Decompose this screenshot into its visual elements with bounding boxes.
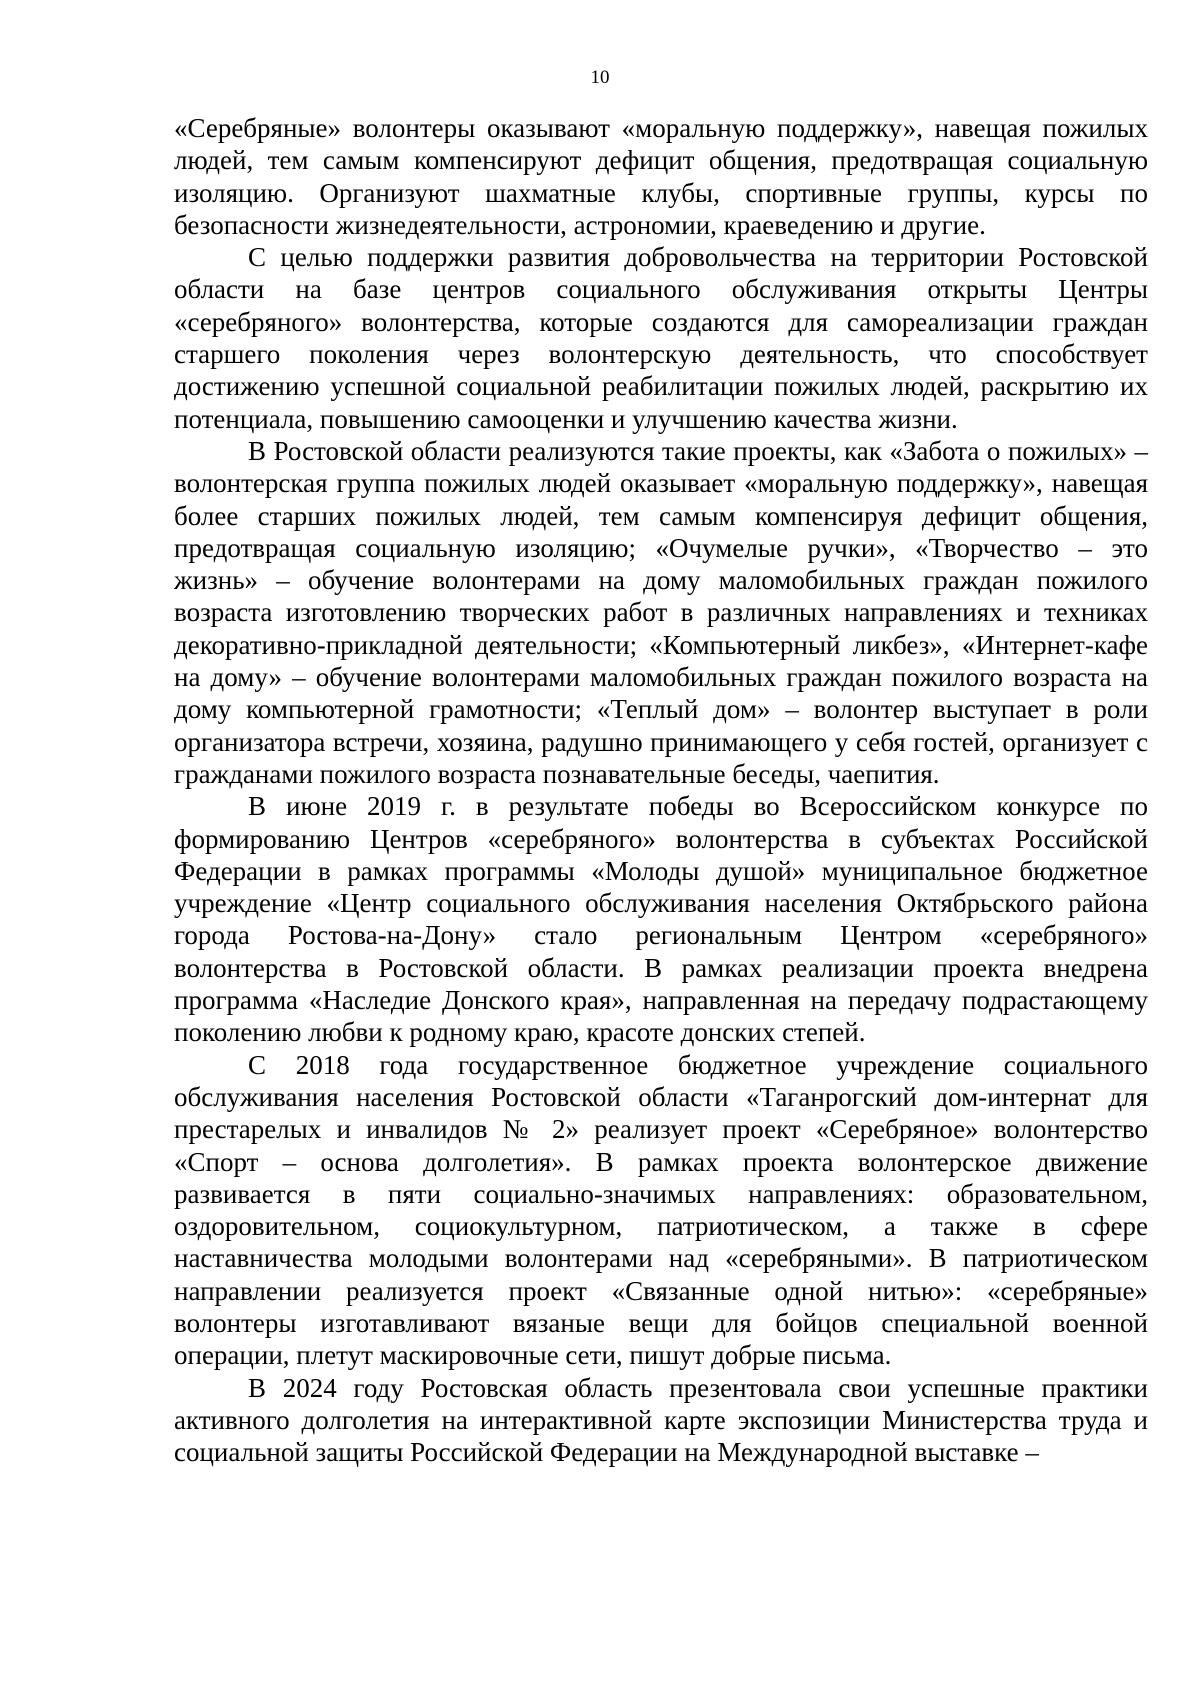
- paragraph-2024-exhibition: В 2024 году Ростовская область презентовала свои успешные практики активного долголетия на интерактивной карте экспозиции Министерства труда и социальной защиты Российской Федерации на Международной выставке –: [174, 1372, 1148, 1468]
- paragraph-silver-volunteers-support: «Серебряные» волонтеры оказывают «моральную поддержку», навещая пожилых людей, тем самым компенсируют дефицит общения, предотвращая социальную изоляцию. Организуют шахматные клубы, спортивные группы, курсы по безопасности жизнедеятельности, астрономии, краеведению и другие.: [174, 113, 1148, 240]
- paragraph-2019-competition: В июне 2019 г. в результате победы во Всероссийском конкурсе по формированию Центров «серебряного» волонтерства в субъектах Российской Федерации в рамках программы «Молоды душой» муниципальное бюджетное учреждение «Центр социального обслуживания населения Октябрьского района города Ростова-на-Дону» стало региональным Центром «серебряного» волонтерства в Ростовской области. В рамках реализации проекта внедрена программа «Наследие Донского края», направленная на передачу подрастающему поколению любви к родному краю, красоте донских степей.: [174, 791, 1148, 1048]
- paragraph-volunteer-centers: С целью поддержки развития добровольчества на территории Ростовской области на базе центров социального обслуживания открыты Центры «серебряного» волонтерства, которые создаются для самореализации граждан старшего поколения через волонтерскую деятельность, что способствует достижению успешной социальной реабилитации пожилых людей, раскрытию их потенциала, повышению самооценки и улучшению качества жизни.: [174, 242, 1148, 434]
- paragraph-taganrog-project: С 2018 года государственное бюджетное учреждение социального обслуживания населения Ростовской области «Таганрогский дом-интернат для престарелых и инвалидов № 2» реализует проект «Серебряное» волонтерство «Спорт – основа долголетия». В рамках проекта волонтерское движение развивается в пяти социально-значимых направлениях: образовательном, оздоровительном, социокультурном, патриотическом, а также в сфере наставничества молодыми волонтерами над «серебряными». В патриотическом направлении реализуется проект «Связанные одной нитью»: «серебряные» волонтеры изготавливают вязаные вещи для бойцов специальной военной операции, плетут маскировочные сети, пишут добрые письма.: [174, 1049, 1148, 1371]
- page-number: 10: [590, 67, 610, 88]
- document-body: [174, 112, 1148, 1468]
- paragraph-regional-projects: В Ростовской области реализуются такие проекты, как «Забота о пожилых» – волонтерская группа пожилых людей оказывает «моральную поддержку», навещая более старших пожилых людей, тем самым компенсируя дефицит общения, предотвращая социальную изоляцию; «Очумелые ручки», «Творчество – это жизнь» – обучение волонтерами на дому маломобильных граждан пожилого возраста изготовлению творческих работ в различных направлениях и техниках декоративно-прикладной деятельности; «Компьютерный ликбез», «Интернет-кафе на дому» – обучение волонтерами маломобильных граждан пожилого возраста на дому компьютерной грамотности; «Теплый дом» – волонтер выступает в роли организатора встречи, хозяина, радушно принимающего у себя гостей, организует с гражданами пожилого возраста познавательные беседы, чаепития.: [174, 435, 1148, 789]
